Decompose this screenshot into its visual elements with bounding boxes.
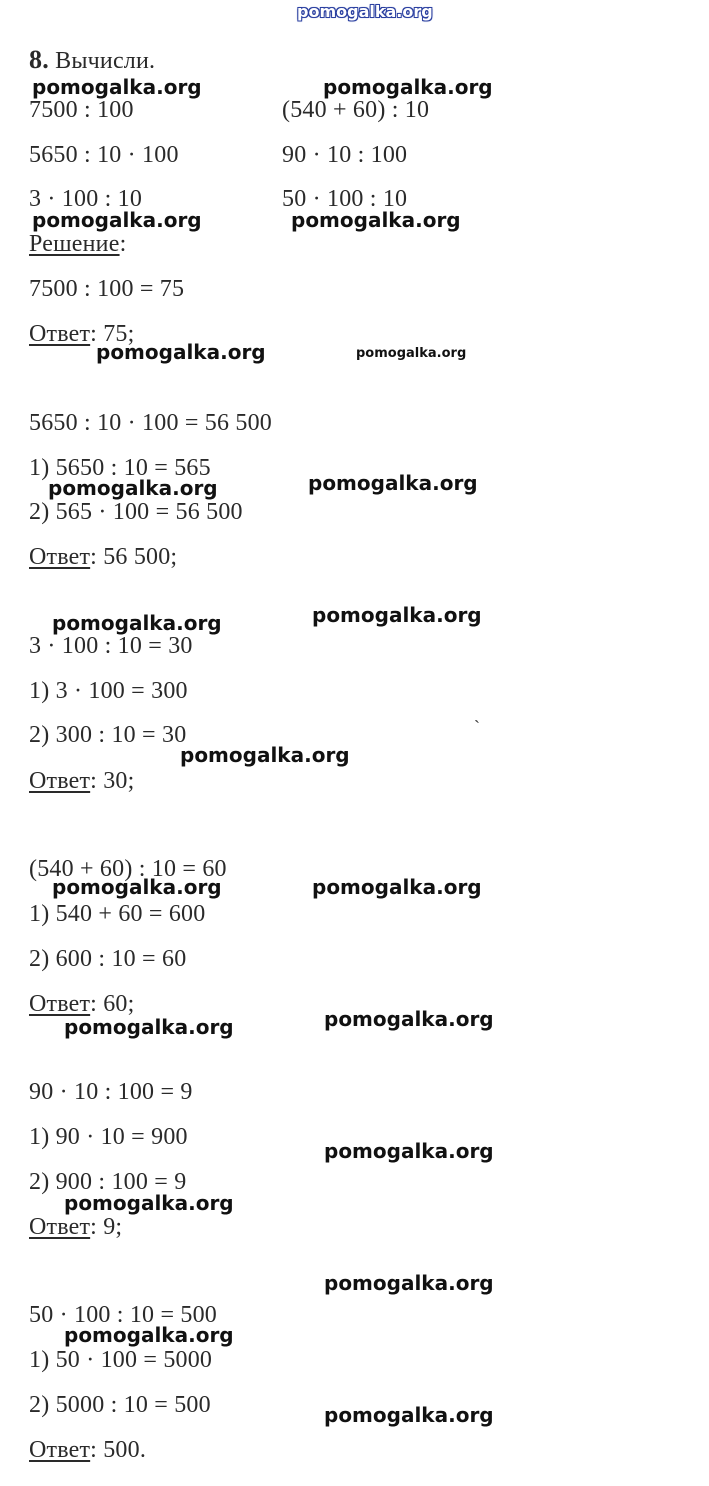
watermark: pomogalka.org	[323, 75, 493, 99]
answer-value: 56 500;	[103, 544, 178, 570]
block-2-expression: 5650 : 10 · 100 = 56 500	[29, 410, 272, 436]
answer-label: Ответ	[29, 1214, 91, 1240]
answer-value: 75;	[103, 321, 135, 347]
answer-label: Ответ	[29, 321, 91, 347]
watermark: pomogalka.org	[312, 603, 482, 627]
block-6-answer: Ответ: 500.	[29, 1437, 147, 1463]
watermark: pomogalka.org	[324, 1403, 494, 1427]
block-2-step-1: 1) 5650 : 10 = 565	[29, 455, 211, 481]
block-3-expression: 3 · 100 : 10 = 30	[29, 633, 193, 659]
watermark: pomogalka.org	[96, 340, 266, 364]
task-expr-left-3: 3 · 100 : 10	[29, 186, 143, 212]
watermark: pomogalka.org	[32, 208, 202, 232]
block-6-step-1: 1) 50 · 100 = 5000	[29, 1347, 213, 1373]
stray-mark: `	[474, 717, 480, 737]
watermark: pomogalka.org	[64, 1015, 234, 1039]
answer-label: Ответ	[29, 544, 91, 570]
watermark: pomogalka.org	[180, 743, 350, 767]
task-expr-left-2: 5650 : 10 · 100	[29, 142, 179, 168]
answer-value: 500.	[103, 1437, 147, 1463]
block-1-answer: Ответ: 75;	[29, 321, 135, 347]
block-4-step-2: 2) 600 : 10 = 60	[29, 946, 187, 972]
watermark-small: pomogalka.org	[356, 346, 467, 361]
watermark: pomogalka.org	[64, 1323, 234, 1347]
block-5-answer: Ответ: 9;	[29, 1214, 123, 1240]
block-4-answer: Ответ: 60;	[29, 991, 135, 1017]
answer-label: Ответ	[29, 991, 91, 1017]
block-3-step-2: 2) 300 : 10 = 30	[29, 722, 187, 748]
watermark: pomogalka.org	[32, 75, 202, 99]
watermark: pomogalka.org	[324, 1271, 494, 1295]
watermark: pomogalka.org	[291, 208, 461, 232]
block-4-expression: (540 + 60) : 10 = 60	[29, 856, 227, 882]
watermark: pomogalka.org	[312, 875, 482, 899]
answer-value: 30;	[103, 768, 135, 794]
block-5-expression: 90 · 10 : 100 = 9	[29, 1079, 193, 1105]
answer-value: 60;	[103, 991, 135, 1017]
watermark: pomogalka.org	[52, 611, 222, 635]
block-3-step-1: 1) 3 · 100 = 300	[29, 678, 188, 704]
solution-label: Решение	[29, 231, 120, 257]
answer-label: Ответ	[29, 1437, 91, 1463]
top-watermark: pomogalka.org	[297, 2, 433, 21]
block-6-step-2: 2) 5000 : 10 = 500	[29, 1392, 211, 1418]
watermark: pomogalka.org	[324, 1139, 494, 1163]
solution-heading: Решение:	[29, 231, 127, 257]
task-expr-right-1: (540 + 60) : 10	[282, 97, 430, 123]
watermark: pomogalka.org	[308, 471, 478, 495]
block-5-step-2: 2) 900 : 100 = 9	[29, 1169, 187, 1195]
block-3-answer: Ответ: 30;	[29, 768, 135, 794]
block-4-step-1: 1) 540 + 60 = 600	[29, 901, 206, 927]
task-title: Вычисли.	[55, 48, 156, 74]
block-6-expression: 50 · 100 : 10 = 500	[29, 1302, 217, 1328]
block-5-step-1: 1) 90 · 10 = 900	[29, 1124, 188, 1150]
answer-label: Ответ	[29, 768, 91, 794]
answer-value: 9;	[103, 1214, 123, 1240]
task-expr-left-1: 7500 : 100	[29, 97, 134, 123]
watermark: pomogalka.org	[52, 875, 222, 899]
block-1-expression: 7500 : 100 = 75	[29, 276, 185, 302]
block-2-step-2: 2) 565 · 100 = 56 500	[29, 499, 243, 525]
block-2-answer: Ответ: 56 500;	[29, 544, 178, 570]
watermark: pomogalka.org	[324, 1007, 494, 1031]
watermark: pomogalka.org	[48, 476, 218, 500]
task-expr-right-3: 50 · 100 : 10	[282, 186, 408, 212]
watermark: pomogalka.org	[64, 1191, 234, 1215]
task-expr-right-2: 90 · 10 : 100	[282, 142, 408, 168]
task-header	[29, 46, 155, 75]
task-number: 8.	[29, 45, 49, 74]
